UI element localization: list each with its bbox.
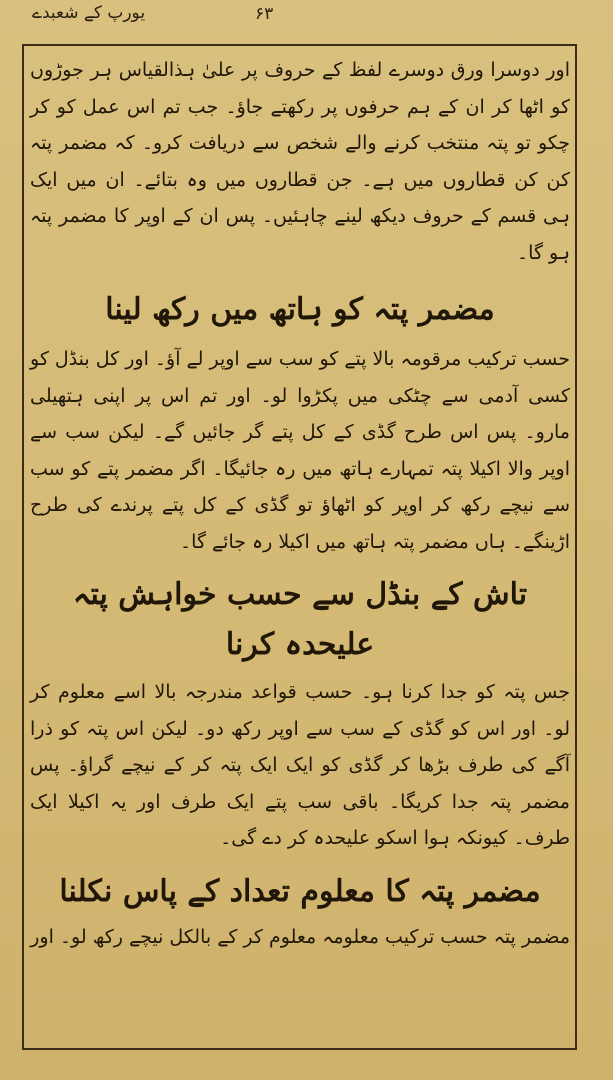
paragraph-separate-card: جس پتہ کو جدا کرنا ہو۔ حسب قواعد مندرجہ بالا اسے معلوم کر لو۔ اور اس کو گڈی کے سب سے اوپر رکھ دو۔ لیکن اس پتہ کو ذرا آگے کی طرف بڑھا کر گڈی کو ایک ایک پتہ کر کے نیچے گراؤ۔ پس مضمر پتہ جدا کریگا۔ باقی سب پتے ایک طرف اور یہ اکیلا ایک طرف۔ کیونکہ ہوا اسکو علیحدہ کر دے گی۔	[30, 681, 570, 849]
paragraph-known-count: مضمر پتہ حسب ترکیب معلومہ معلوم کر کے بالکل نیچے رکھ لو۔ اور	[30, 925, 570, 948]
section-heading-separate-card: تاش کے بنڈل سے حسب خواہش پتہ علیحدہ کرنا	[72, 577, 528, 662]
paragraph-continuation: اور دوسرا ورق دوسرے لفظ کے حروف پر علیٰ ہذالقیاس ہر جوڑوں کو اٹھا کر ان کے ہم حرفوں پر رکھتے جاؤ۔ جب تم اس عمل کو کر چکو تو پتہ منتخب کرنے والے شخص سے دریافت کرو۔ کہ مضمر پتہ کن کن قطاروں میں ہے۔ جن قطاروں میں وہ بتائے۔ ان میں ایک ہی قسم کے حروف دیکھ لینے چاہئیں۔ پس ان کے اوپر کا مضمر پتہ ہو گا۔	[30, 59, 570, 264]
section-heading-palm-card: مضمر پتہ کو ہاتھ میں رکھ لینا	[105, 292, 495, 327]
page-content	[30, 48, 570, 1048]
running-header	[0, 2, 613, 30]
paragraph-palm-card: حسب ترکیب مرقومہ بالا پتے کو سب سے اوپر لے آؤ۔ اور کل بنڈل کو کسی آدمی سے چٹکی میں پکڑوا لو۔ اور تم اس پر اپنی ہتھیلی مارو۔ پس اس طرح گڈی کے کل پتے گر جائیں گے۔ لیکن سب سے اوپر والا اکیلا پتہ تمہارے ہاتھ میں رہ جائیگا۔ اگر مضمر پتے کو سب سے نیچے رکھ کر اوپر کو اٹھاؤ تو گڈی کے کل پتے پرندے کی طرح اڑینگے۔ ہاں مضمر پتہ ہاتھ میں اکیلا رہ جائے گا۔	[30, 348, 570, 553]
running-title: یورپ کے شعبدے	[32, 3, 146, 23]
section-heading-known-count: مضمر پتہ کا معلوم تعداد کے پاس نکلنا	[59, 873, 541, 909]
page-number: ۶۳	[255, 4, 274, 24]
